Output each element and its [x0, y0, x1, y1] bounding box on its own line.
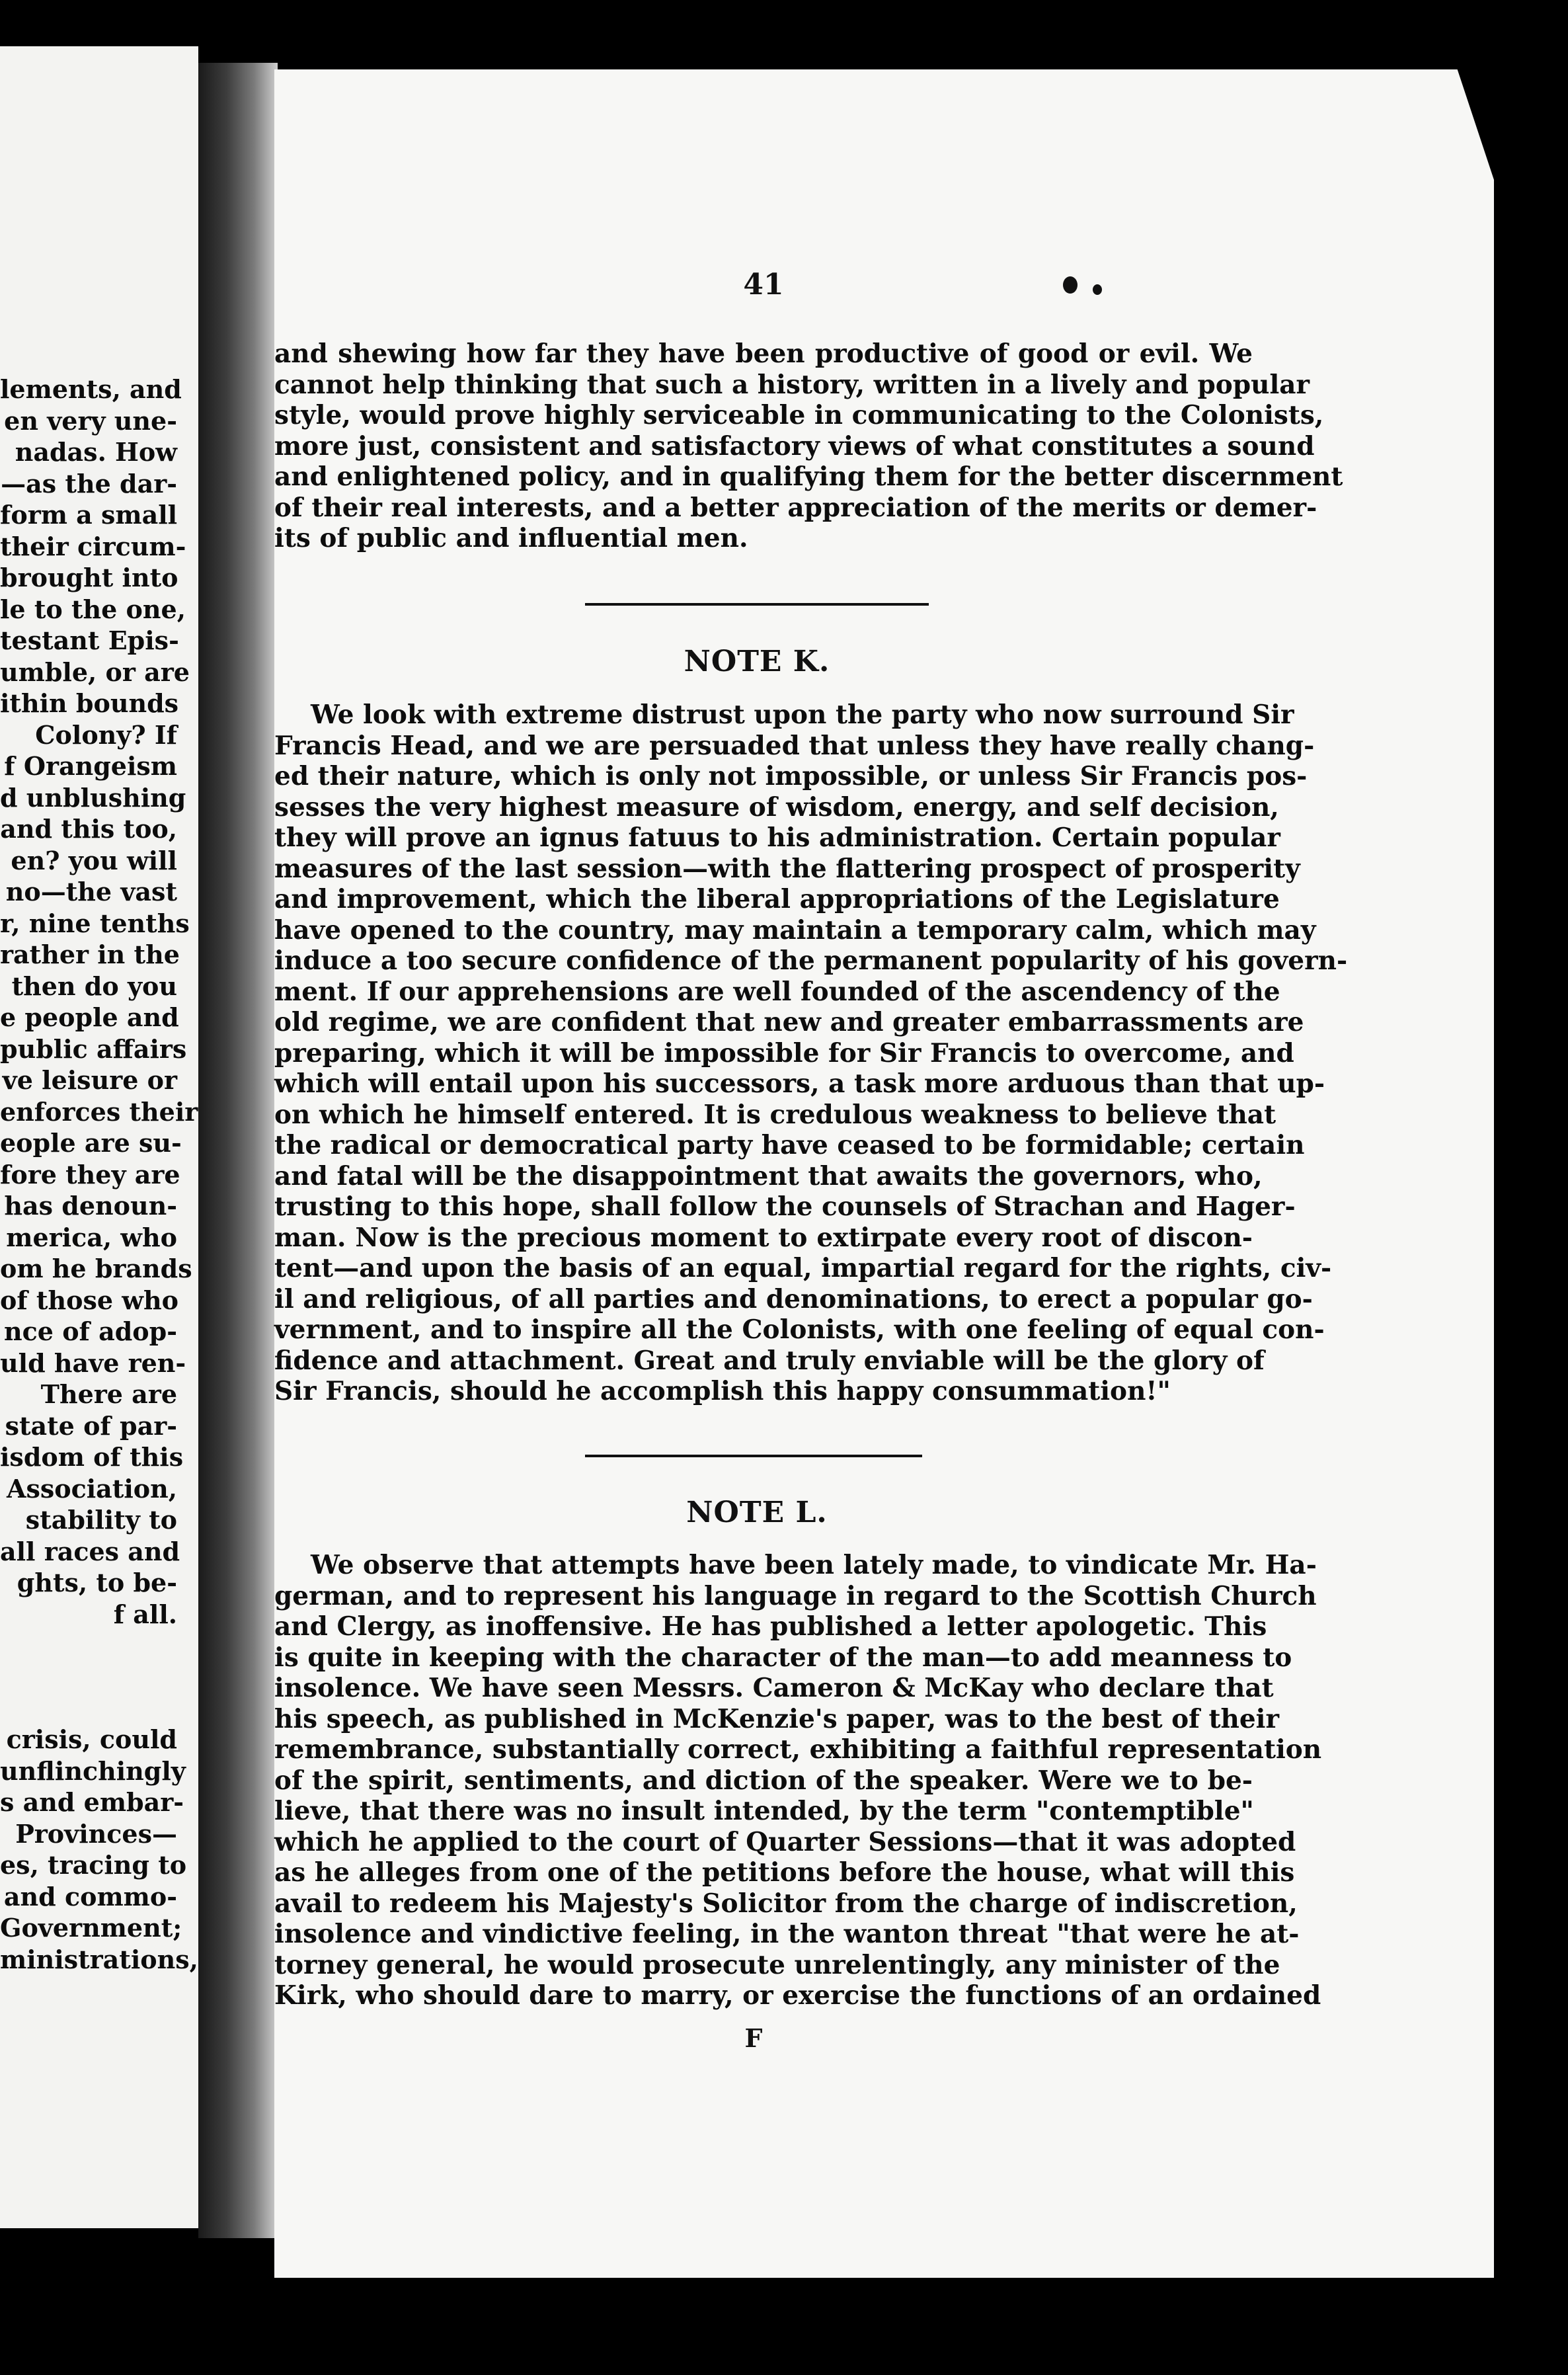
- left-page-line: eople are su-: [0, 1128, 182, 1158]
- section-divider: [585, 603, 929, 606]
- text-line: which he applied to the court of Quarter Sessions—that it was adopted: [274, 1826, 1296, 1857]
- text-line: fidence and attachment. Great and truly enviable will be the glory of: [274, 1345, 1265, 1376]
- text-line: remembrance, substantially correct, exhibiting a faithful representation: [274, 1734, 1322, 1765]
- text-line: of their real interests, and a better appreciation of the merits or demer-: [274, 492, 1317, 523]
- page-number: 41: [743, 268, 784, 302]
- left-page-line: all races and: [0, 1536, 180, 1566]
- left-page-line: ithin bounds: [0, 688, 179, 718]
- left-page-line: ghts, to be-: [17, 1568, 177, 1597]
- text-line: insolence. We have seen Messrs. Cameron & McKay who declare that: [274, 1673, 1274, 1703]
- text-line: induce a too secure confidence of the permanent popularity of his govern-: [274, 946, 1348, 976]
- left-page-line: d unblushing: [0, 782, 186, 813]
- text-line: on which he himself entered. It is credulous weakness to believe that: [274, 1099, 1276, 1130]
- left-page-line: Association,: [6, 1473, 177, 1504]
- printer-signature-mark: F: [744, 2023, 763, 2053]
- left-page-line: en? you will: [11, 845, 177, 875]
- left-page-line: r, nine tenths: [0, 908, 190, 938]
- left-page-line: state of par-: [5, 1410, 177, 1441]
- text-line: they will prove an ignus fatuus to his administration. Certain popular: [274, 823, 1280, 853]
- text-line: Francis Head, and we are persuaded that unless they have really chang-: [274, 730, 1315, 761]
- text-line: ed their nature, which is only not impossible, or unless Sir Francis pos-: [274, 761, 1308, 791]
- left-page-line: f all.: [113, 1599, 177, 1629]
- text-line: have opened to the country, may maintain a temporary calm, which may: [274, 914, 1316, 946]
- left-page-line: and this too,: [0, 814, 177, 844]
- text-line: avail to redeem his Majesty's Solicitor from the charge of indiscretion,: [274, 1888, 1298, 1919]
- left-page-line: rather in the: [0, 940, 180, 969]
- text-line: measures of the last session—with the flattering prospect of prosperity: [274, 853, 1300, 884]
- left-page-line: Provinces—: [15, 1818, 177, 1849]
- text-line: german, and to represent his language in regard to the Scottish Church: [274, 1580, 1317, 1611]
- left-page-line: —as the dar-: [1, 468, 177, 499]
- text-line: torney general, he would prosecute unrelentingly, any minister of the: [274, 1949, 1280, 1980]
- left-page-line: es, tracing to: [0, 1850, 187, 1880]
- text-line: sesses the very highest measure of wisdom, energy, and self decision,: [274, 791, 1279, 823]
- text-line: the radical or democratical party have ceased to be formidable; certain: [274, 1130, 1305, 1160]
- text-line: and fatal will be the disappointment that awaits the governors, who,: [274, 1160, 1263, 1191]
- text-line: and shewing how far they have been productive of good or evil. We: [274, 339, 1253, 369]
- left-page-line: s and embar-: [0, 1787, 184, 1817]
- note-k-heading: NOTE K.: [684, 645, 830, 678]
- text-line: which will entail upon his successors, a task more arduous than that up-: [274, 1068, 1325, 1099]
- text-line: Kirk, who should dare to marry, or exercise the functions of an ordained: [274, 1980, 1321, 2011]
- ink-blot: [1063, 276, 1078, 294]
- text-line: his speech, as published in McKenzie's paper, was to the best of their: [274, 1703, 1280, 1734]
- left-page-line: nadas. How: [15, 437, 177, 467]
- text-line: and Clergy, as inoffensive. He has published a letter apologetic. This: [274, 1611, 1267, 1642]
- text-line: ment. If our apprehensions are well founded of the ascendency of the: [274, 976, 1280, 1007]
- left-page-line: enforces their: [0, 1096, 198, 1127]
- left-page-line: then do you: [11, 971, 177, 1001]
- left-page-text-fragments: [0, 374, 198, 1975]
- text-line: tent—and upon the basis of an equal, impartial regard for the rights, civ-: [274, 1253, 1332, 1283]
- ink-blot: [1093, 284, 1102, 295]
- left-page-line: e people and: [0, 1002, 179, 1032]
- left-page-line: brought into: [0, 563, 178, 592]
- text-line: style, would prove highly serviceable in communicating to the Colonists,: [274, 400, 1324, 430]
- text-line: vernment, and to inspire all the Colonists, with one feeling of equal con-: [274, 1314, 1325, 1345]
- left-page-line: merica, who: [6, 1222, 177, 1252]
- text-line: and improvement, which the liberal appropriations of the Legislature: [274, 884, 1280, 914]
- left-page-line: ministrations,: [0, 1944, 198, 1974]
- text-line: preparing, which it will be impossible for Sir Francis to overcome, and: [274, 1037, 1294, 1068]
- text-line: of the spirit, sentiments, and diction of the speaker. Were we to be-: [274, 1765, 1253, 1796]
- note-k-body: [274, 700, 1348, 1407]
- text-line: lieve, that there was no insult intended, by the term "contemptible": [274, 1796, 1254, 1826]
- left-page-line: public affairs: [0, 1033, 187, 1064]
- blank-gap: [0, 1630, 177, 1724]
- left-page-line: isdom of this: [0, 1442, 184, 1472]
- left-page-line: Government;: [0, 1913, 182, 1943]
- left-facing-page: [0, 46, 198, 2228]
- left-page-line: om he brands: [0, 1254, 192, 1283]
- text-line: as he alleges from one of the petitions before the house, what will this: [274, 1857, 1295, 1888]
- left-page-line: crisis, could: [6, 1724, 177, 1754]
- left-page-line: no—the vast: [5, 877, 177, 906]
- left-page-line: lements, and: [0, 374, 182, 404]
- text-line: its of public and influential men.: [274, 523, 748, 553]
- text-line: old regime, we are confident that new and greater embarrassments are: [274, 1007, 1304, 1037]
- text-line: trusting to this hope, shall follow the counsels of Strachan and Hager-: [274, 1191, 1296, 1222]
- left-page-line: has denoun-: [4, 1191, 177, 1221]
- text-line: cannot help thinking that such a history, written in a lively and popular: [274, 369, 1310, 400]
- left-page-line: their circum-: [0, 531, 186, 561]
- left-page-line: en very une-: [4, 405, 177, 436]
- left-page-line: Colony? If: [35, 719, 177, 750]
- left-page-line: le to the one,: [0, 594, 186, 624]
- text-line: il and religious, of all parties and denominations, to erect a popular go-: [274, 1283, 1313, 1314]
- note-l-body: [274, 1550, 1322, 2011]
- left-page-line: form a small: [0, 500, 178, 530]
- text-line: insolence and vindictive feeling, in the wanton threat "that were he at-: [274, 1919, 1300, 1949]
- section-divider: [585, 1455, 922, 1457]
- text-line: man. Now is the precious moment to extirpate every root of discon-: [274, 1222, 1253, 1253]
- left-page-line: umble, or are: [0, 657, 190, 687]
- text-line: more just, consistent and satisfactory views of what constitutes a sound: [274, 430, 1315, 462]
- left-page-line: unflinchingly: [0, 1755, 186, 1786]
- book-gutter-shadow: [198, 63, 278, 2238]
- text-line: We look with extreme distrust upon the party who now surround Sir: [311, 700, 1294, 730]
- left-page-line: There are: [40, 1379, 177, 1409]
- left-page-line: testant Epis-: [0, 625, 179, 655]
- text-line: We observe that attempts have been lately made, to vindicate Mr. Ha-: [311, 1550, 1317, 1580]
- left-page-line: fore they are: [0, 1159, 180, 1189]
- left-page-line: f Orangeism: [4, 751, 177, 781]
- left-page-line: uld have ren-: [0, 1348, 186, 1378]
- left-page-line: ve leisure or: [2, 1065, 177, 1095]
- text-line: and enlightened policy, and in qualifying them for the better discernment: [274, 462, 1343, 492]
- left-page-line: stability to: [25, 1505, 177, 1535]
- text-line: is quite in keeping with the character of the man—to add meanness to: [274, 1642, 1292, 1673]
- left-page-line: nce of adop-: [4, 1316, 177, 1346]
- intro-paragraph: [274, 339, 1343, 554]
- left-page-line: and commo-: [3, 1881, 177, 1912]
- note-l-heading: NOTE L.: [686, 1496, 828, 1529]
- left-page-line: of those who: [0, 1285, 178, 1315]
- text-line: Sir Francis, should he accomplish this happy consummation!": [274, 1376, 1171, 1406]
